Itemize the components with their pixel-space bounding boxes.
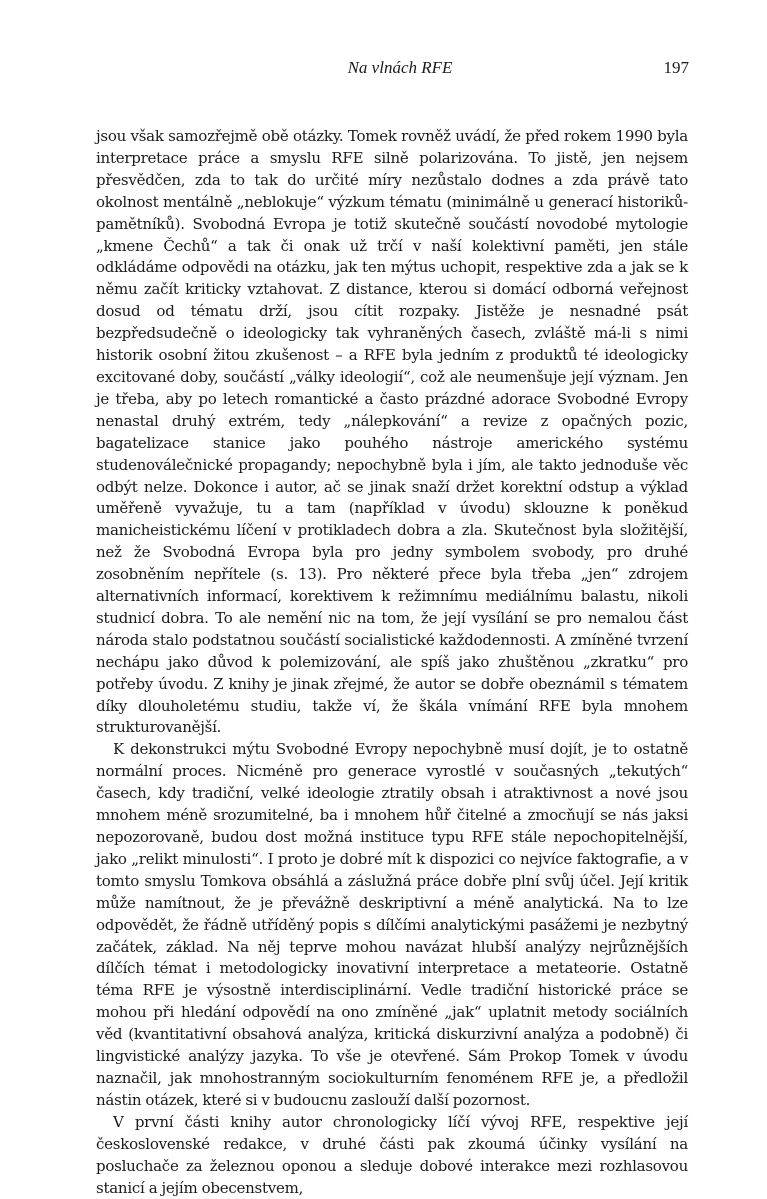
running-title: Na vlnách RFE — [347, 58, 453, 77]
paragraph: jsou však samozřejmě obě otázky. Tomek rovněž uvádí, že před rokem 1990 byla interpretace práce a smyslu RFE silně polarizována. To jistě, jen nejsem přesvědčen, zda to tak do určité míry nezůstalo dodnes a zda právě tato okolnost mentálně „neblokuje“ výzkum tématu (minimálně u generací historiků-pamětníků). Svobodná Evropa je totiž skutečně součástí novodobé mytologie „kmene Čechů“ a tak či onak už trčí v naší kolektivní paměti, jen stále odkládáme odpovědi na otázku, jak ten mýtus uchopit, respektive zda a jak se k němu začít kriticky vztahovat. Z distance, kterou si domácí odborná veřejnost dosud od tématu drží, jsou cítit rozpaky. Jistěže je nesnadné psát bezpředsudečně o ideologicky tak vyhraněných časech, zvláště má-li s nimi historik osobní žitou zkušenost – a RFE byla jedním z produktů té ideologicky excitované doby, součástí „války ideologií“, což ale neumenšuje její význam. Jen je třeba, aby po letech romantické a často prázdné adorace Svobodné Evropy nenastal druhý extrém, tedy „nálepkování“ a revize z opačných pozic, bagatelizace stanice jako pouhého nástroje amerického systému studenoválečnické propagandy; nepochybně byla i jím, ale takto jednoduše věc odbýt nelze. Dokonce i autor, ač se jinak snaží držet korektní odstup a výklad uměřeně vyvažuje, tu a tam (například v úvodu) sklouzne k poněkud manicheistickému líčení v protikladech dobra a zla. Skutečnost byla složitější, než že Svobodná Evropa byla pro jedny symbolem svobody, pro druhé zosobněním nepřítele (s. 13). Pro některé přece byla třeba „jen“ zdrojem alternativních informací, korektivem k režimnímu mediálnímu balastu, nikoli studnicí dobra. To ale nemění nic na tom, že její vysílání se pro nemalou část národa stalo podstatnou součástí socialistické každodennosti. A zmíněné tvrzení nechápu jako důvod k polemizování, ale spíš jako zhuštěnou „zkratku“ pro potřeby úvodu. Z knihy je jinak zřejmé, že autor se dobře obeznámil s tématem díky dlouholetému studiu, takže ví, že škála vnímání RFE byla mnohem strukturovanější. — [96, 127, 688, 737]
paragraph: K dekonstrukci mýtu Svobodné Evropy nepochybně musí dojít, je to ostatně normální proces. Nicméně pro generace vyrostlé v současných „tekutých“ časech, kdy tradiční, velké ideologie ztratily obsah i atraktivnost a nové jsou mnohem méně srozumitelné, ba i mnohem hůř čitelné a zmocňují se nás jaksi nepozorovaně, budou dost možná instituce typu RFE stále nepochopitelnější, jako „relikt minulosti“. I proto je dobré mít k dispozici co nejvíce faktografie, a v tomto smyslu Tomkova obsáhlá a záslužná práce dobře plní svůj účel. Její kritik může namítnout, že je převážně deskriptivní a méně analytická. Na to lze odpovědět, že řádně utříděný popis s dílčími analytickými pasážemi je nezbytný začátek, základ. Na něj teprve mohou navázat hlubší analýzy nejrůznějších dílčích témat i metodologicky inovativní interpretace a metateorie. Ostatně téma RFE je výsostně interdisciplinární. Vedle tradiční historické práce se mohou při hledání odpovědí na ono zmíněné „jak“ uplatnit metody sociálních věd (kvantitativní obsahová analýza, kritická diskurzivní analýza a podobně) či lingvistické analýzy jazyka. To vše je otevřené. Sám Prokop Tomek v úvodu naznačil, jak mnohostranným sociokulturním fenoménem RFE je, a předložil nástin otázek, které si v budoucnu zaslouží další pozornost. — [96, 740, 688, 1109]
paragraph: V první části knihy autor chronologicky líčí vývoj RFE, respektive její československé redakce, v druhé části pak zkoumá účinky vysílání na posluchače za železnou oponou a sleduje dobové interakce mezi rozhlasovou stanicí a jejím obecenstvem, — [96, 1112, 688, 1197]
page-number: 197 — [663, 58, 689, 77]
body-text — [96, 126, 688, 1199]
